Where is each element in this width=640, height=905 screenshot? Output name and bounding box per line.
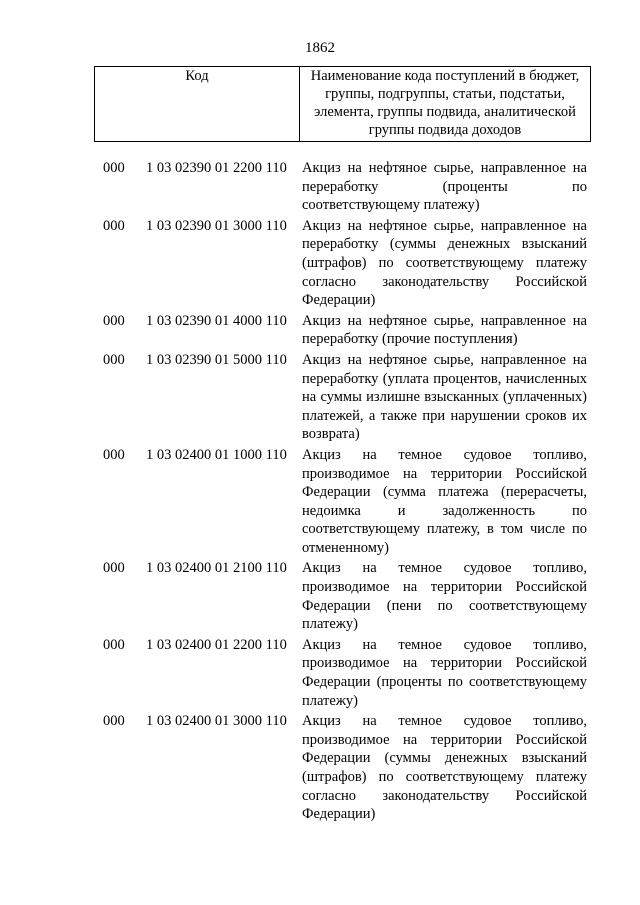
admin-code: 000 <box>103 217 125 234</box>
code-description: Акциз на нефтяное сырье, направленное на переработку (проценты по соответствующему платежу) <box>302 160 587 214</box>
table-row <box>0 446 640 558</box>
table-row <box>0 559 640 633</box>
table-row <box>0 159 640 215</box>
budget-code: 1 03 02390 01 5000 110 <box>146 351 287 368</box>
budget-code: 1 03 02400 01 3000 110 <box>146 713 287 730</box>
header-name-label: Наименование кода поступлений в бюджет, группы, подгруппы, статьи, подстатьи, элемента, группы подвида, аналитической группы подвида доходов <box>300 67 591 142</box>
code-description: Акциз на нефтяное сырье, направленное на переработку (прочие поступления) <box>302 312 587 348</box>
admin-code: 000 <box>103 636 125 653</box>
table-row <box>0 217 640 310</box>
budget-code: 1 03 02390 01 4000 110 <box>146 312 287 329</box>
page-number: 1862 <box>305 40 335 56</box>
admin-code: 000 <box>103 312 125 329</box>
table-row <box>0 312 640 349</box>
admin-code: 000 <box>103 351 125 368</box>
code-description: Акциз на темное судовое топливо, производимое на территории Российской Федерации (пени по соответствующему платежу) <box>302 560 587 633</box>
code-description: Акциз на нефтяное сырье, направленное на переработку (суммы денежных взысканий (штрафов) по соответствующему платежу согласно законодательству Российской Федерации) <box>302 217 587 309</box>
budget-code: 1 03 02400 01 2100 110 <box>146 560 287 577</box>
header-code-label: Код <box>95 67 300 142</box>
table-header <box>94 66 591 142</box>
code-description: Акциз на темное судовое топливо, производимое на территории Российской Федерации (проценты по соответствующему платежу) <box>302 636 587 709</box>
admin-code: 000 <box>103 160 125 176</box>
budget-code: 1 03 02390 01 3000 110 <box>146 217 287 234</box>
admin-code: 000 <box>103 713 125 730</box>
table-row <box>0 636 640 710</box>
admin-code: 000 <box>103 560 125 577</box>
code-description: Акциз на нефтяное сырье, направленное на переработку (уплата процентов, начисленных на суммы излишне взысканных (уплаченных) платежей, а также при нарушении сроков их возврата) <box>302 351 587 443</box>
table-row <box>0 712 640 824</box>
admin-code: 000 <box>103 446 125 463</box>
code-description: Акциз на темное судовое топливо, производимое на территории Российской Федерации (сумма платежа (перерасчеты, недоимка и задолженность по соответствующему платежу, в том числе по отмененному) <box>302 446 587 556</box>
code-description: Акциз на темное судовое топливо, производимое на территории Российской Федерации (суммы денежных взысканий (штрафов) по соответствующему платежу согласно законодательству Российской Федерации) <box>302 713 587 823</box>
budget-code: 1 03 02390 01 2200 110 <box>146 160 287 176</box>
income-code-list <box>0 159 640 826</box>
budget-code: 1 03 02400 01 2200 110 <box>146 636 287 653</box>
table-row <box>0 351 640 444</box>
budget-code: 1 03 02400 01 1000 110 <box>146 446 287 463</box>
